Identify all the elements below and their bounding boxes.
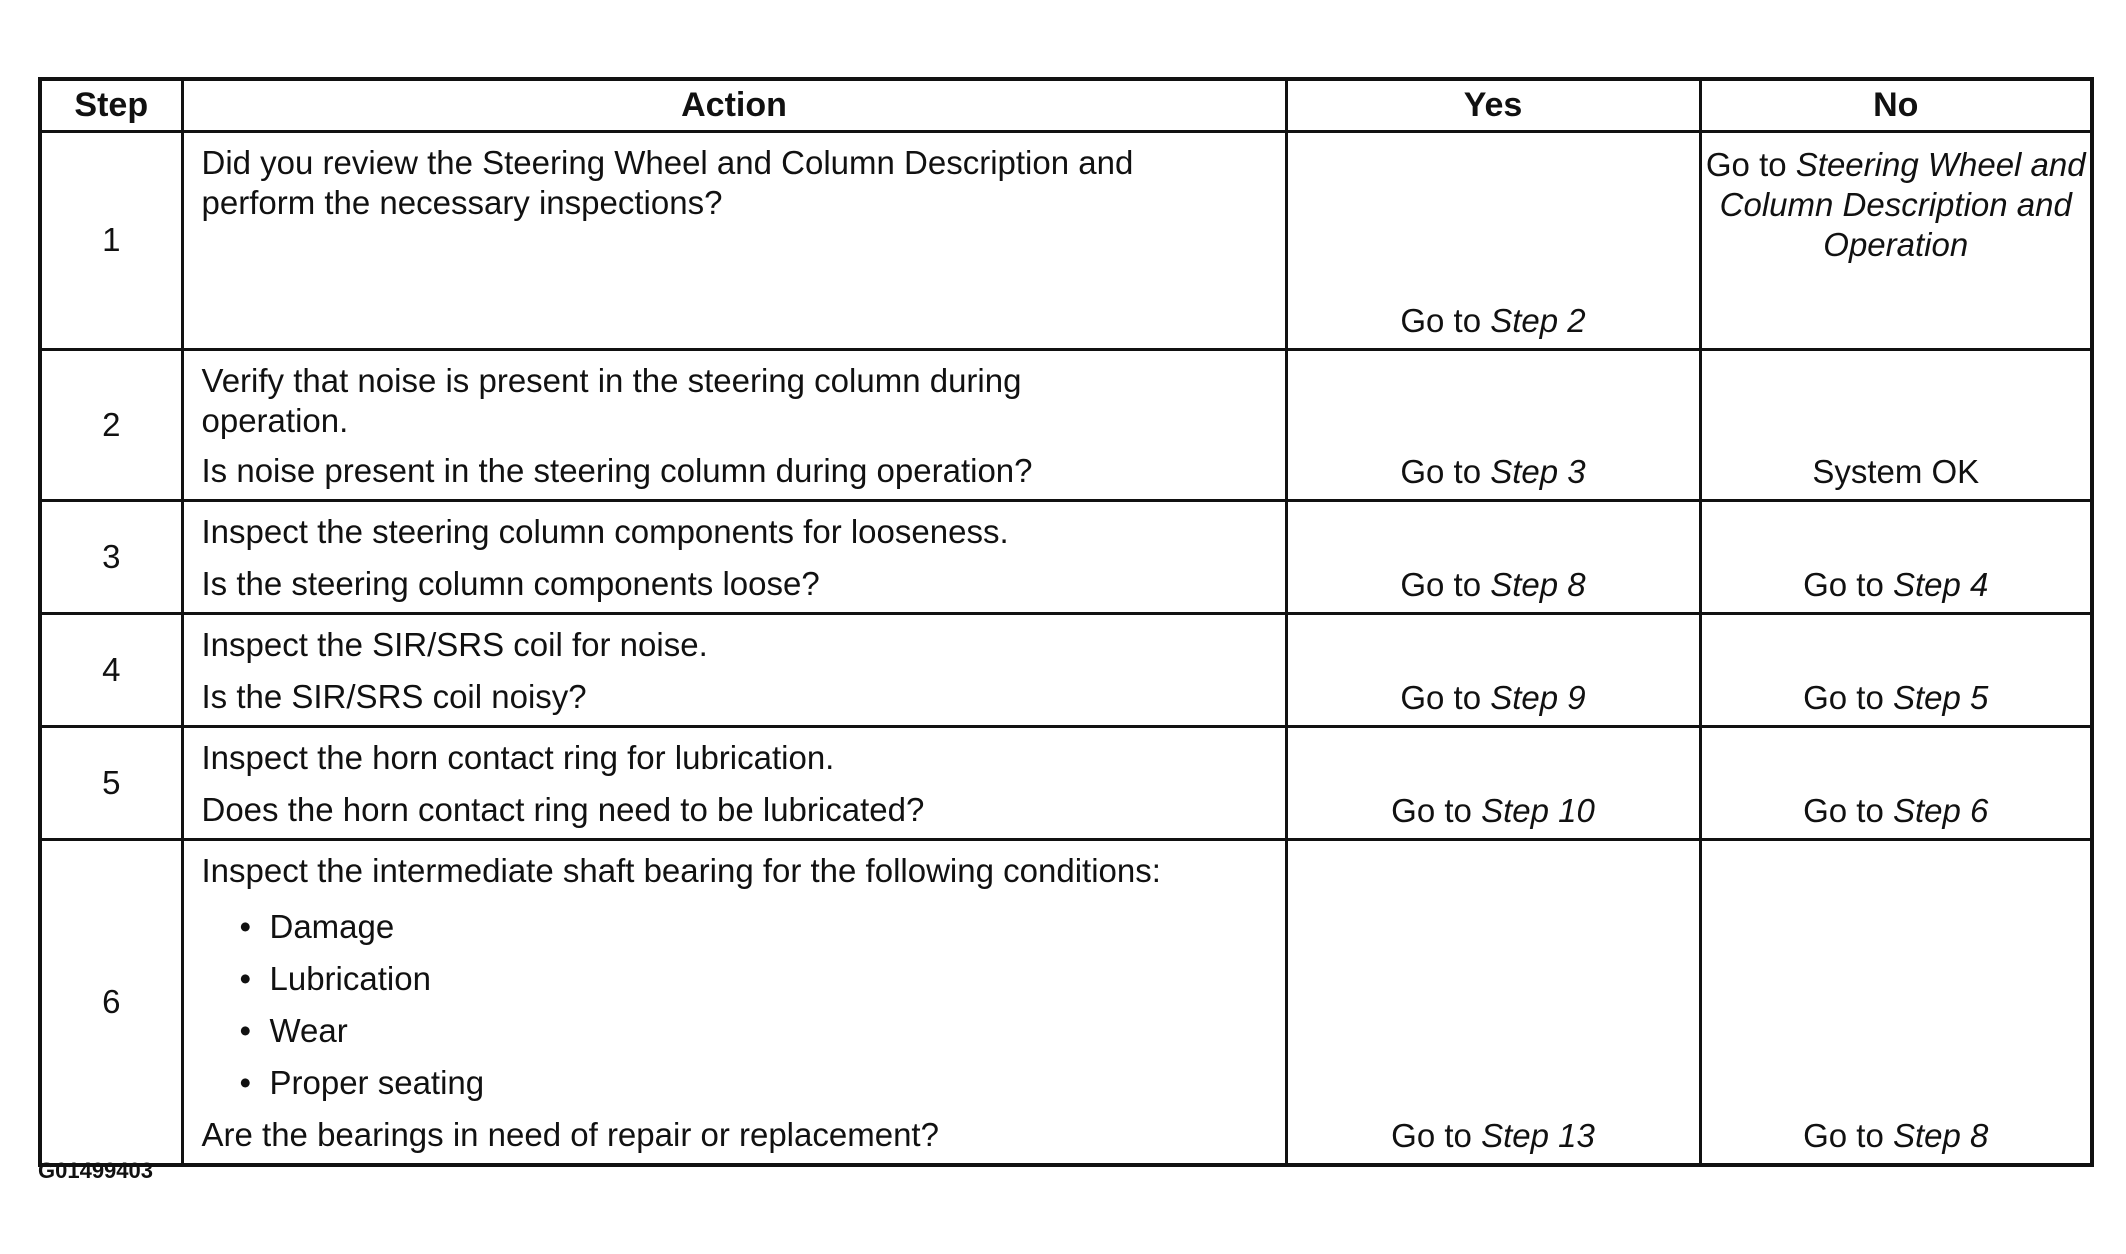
table-row bbox=[40, 349, 2092, 500]
yes-prefix: Go to bbox=[1400, 565, 1482, 603]
action-text: Did you review the Steering Wheel and Column Description and bbox=[201, 143, 1134, 181]
action-question: Is the SIR/SRS coil noisy? bbox=[201, 677, 587, 715]
list-item-label: Damage bbox=[269, 907, 395, 945]
action-cell bbox=[182, 500, 1286, 613]
list-item-label: Lubrication bbox=[269, 959, 431, 997]
action-question: Is the steering column components loose? bbox=[201, 564, 820, 602]
yes-cell bbox=[1286, 726, 1700, 839]
no-prefix: Go to bbox=[1803, 791, 1884, 829]
action-text: Inspect the steering column components for looseness. bbox=[201, 512, 1009, 550]
yes-step-link[interactable]: Step 9 bbox=[1490, 678, 1586, 716]
no-reference-link[interactable]: Steering Wheel and Column Description and Operation bbox=[1719, 145, 2086, 263]
yes-step-link[interactable]: Step 2 bbox=[1490, 301, 1586, 339]
condition-list bbox=[202, 901, 1267, 1109]
no-cell bbox=[1700, 726, 2092, 839]
action-text: perform the necessary inspections? bbox=[201, 183, 723, 221]
step-number: 2 bbox=[40, 349, 182, 500]
yes-cell bbox=[1286, 131, 1700, 349]
list-item bbox=[240, 953, 1267, 1005]
yes-prefix: Go to bbox=[1400, 678, 1482, 716]
yes-cell bbox=[1286, 349, 1700, 500]
step-number: 6 bbox=[40, 839, 182, 1165]
no-step-link[interactable]: Step 4 bbox=[1892, 565, 1989, 603]
action-question: Is noise present in the steering column during operation? bbox=[201, 451, 1033, 489]
yes-step-link[interactable]: Step 8 bbox=[1490, 565, 1586, 603]
no-prefix: Go to bbox=[1803, 678, 1884, 716]
yes-step-link[interactable]: Step 13 bbox=[1481, 1116, 1595, 1154]
table-header-row bbox=[40, 79, 2092, 131]
no-step-link[interactable]: Step 8 bbox=[1892, 1116, 1989, 1154]
no-cell bbox=[1700, 839, 2092, 1165]
action-cell bbox=[182, 613, 1286, 726]
action-cell bbox=[182, 131, 1286, 349]
list-item-label: Wear bbox=[269, 1011, 348, 1049]
yes-prefix: Go to bbox=[1400, 452, 1482, 490]
step-number: 5 bbox=[40, 726, 182, 839]
no-step-link[interactable]: Step 6 bbox=[1892, 791, 1989, 829]
action-text: Inspect the SIR/SRS coil for noise. bbox=[201, 625, 708, 663]
action-text: Inspect the horn contact ring for lubrication. bbox=[201, 738, 835, 776]
no-cell bbox=[1700, 349, 2092, 500]
list-item bbox=[240, 1005, 1267, 1057]
list-item bbox=[240, 901, 1267, 953]
no-cell bbox=[1700, 613, 2092, 726]
action-cell bbox=[182, 839, 1286, 1165]
bullet-icon: • bbox=[239, 907, 252, 945]
list-item-label: Proper seating bbox=[269, 1063, 485, 1101]
figure-code: G01499403 bbox=[38, 1158, 153, 1183]
no-step-link[interactable]: Step 5 bbox=[1892, 678, 1989, 716]
action-cell bbox=[182, 349, 1286, 500]
header-no: No bbox=[1700, 79, 2092, 131]
yes-prefix: Go to bbox=[1391, 1116, 1472, 1154]
bullet-icon: • bbox=[239, 1011, 252, 1049]
no-cell bbox=[1700, 131, 2092, 349]
action-question: Are the bearings in need of repair or replacement? bbox=[201, 1115, 939, 1153]
no-prefix: Go to bbox=[1803, 1116, 1884, 1154]
action-question: Does the horn contact ring need to be lubricated? bbox=[201, 790, 925, 828]
header-step: Step bbox=[40, 79, 182, 131]
table-row bbox=[40, 839, 2092, 1165]
bullet-icon: • bbox=[239, 1063, 252, 1101]
no-cell bbox=[1700, 500, 2092, 613]
step-number: 4 bbox=[40, 613, 182, 726]
step-number: 1 bbox=[40, 131, 182, 349]
table-row bbox=[40, 613, 2092, 726]
yes-cell bbox=[1286, 613, 1700, 726]
yes-prefix: Go to bbox=[1391, 791, 1472, 829]
action-cell bbox=[182, 726, 1286, 839]
action-text: Verify that noise is present in the steering column during bbox=[201, 361, 1022, 399]
bullet-icon: • bbox=[239, 959, 252, 997]
action-text: Inspect the intermediate shaft bearing for the following conditions: bbox=[201, 851, 1161, 889]
list-item bbox=[240, 1057, 1267, 1109]
yes-prefix: Go to bbox=[1400, 301, 1482, 339]
header-yes: Yes bbox=[1286, 79, 1700, 131]
diagnostic-table bbox=[38, 77, 2094, 1167]
table-row bbox=[40, 500, 2092, 613]
no-prefix: Go to bbox=[1803, 565, 1884, 603]
step-number: 3 bbox=[40, 500, 182, 613]
yes-cell bbox=[1286, 500, 1700, 613]
yes-step-link[interactable]: Step 10 bbox=[1481, 791, 1595, 829]
table-row bbox=[40, 131, 2092, 349]
no-result-text: System OK bbox=[1812, 452, 1980, 490]
table-row bbox=[40, 726, 2092, 839]
yes-step-link[interactable]: Step 3 bbox=[1490, 452, 1586, 490]
header-action: Action bbox=[182, 79, 1286, 131]
no-prefix: Go to bbox=[1705, 145, 1787, 183]
action-text: operation. bbox=[201, 401, 349, 439]
yes-cell bbox=[1286, 839, 1700, 1165]
